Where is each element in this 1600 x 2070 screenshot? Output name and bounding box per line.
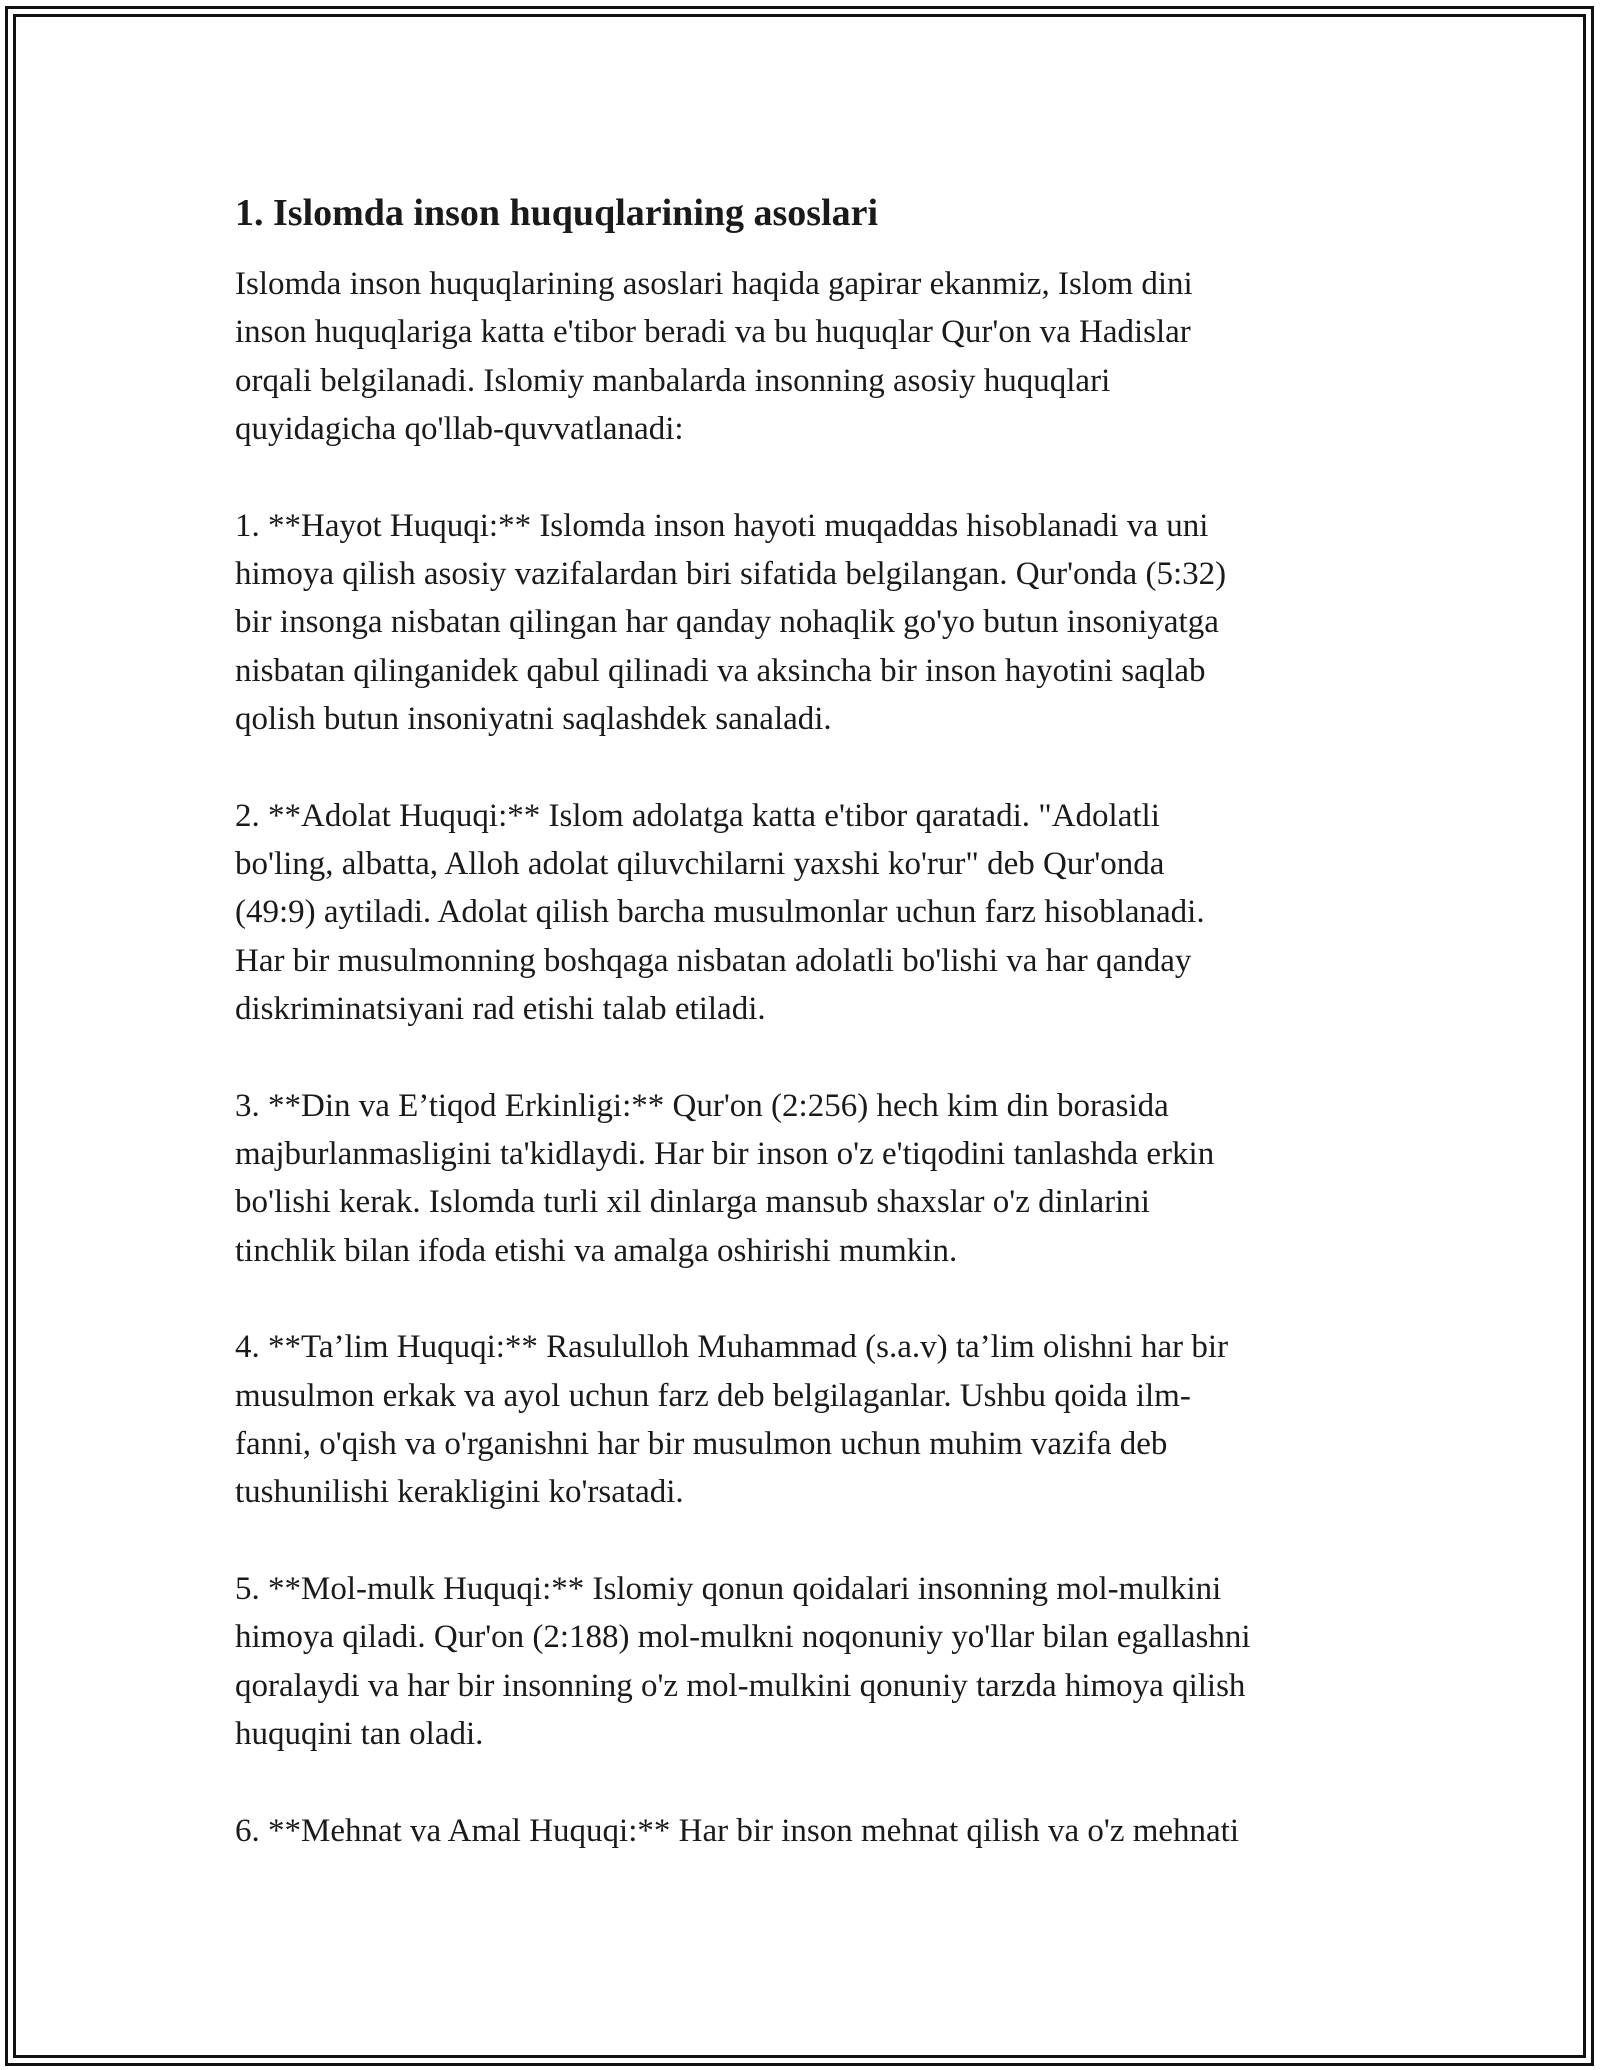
text-line: bo'ling, albatta, Alloh adolat qiluvchilarni yaxshi ko'rur" deb Qur'onda (235, 845, 1165, 882)
paragraph (235, 260, 1385, 453)
text-line: 5. **Mol-mulk Huquqi:** Islomiy qonun qoidalari insonning mol-mulkini (235, 1571, 1222, 1608)
text-line: bo'lishi kerak. Islomda turli xil dinlarga mansub shaxslar o'z dinlarini (235, 1184, 1150, 1221)
text-line: tushunilishi kerakligini ko'rsatadi. (235, 1474, 684, 1511)
text-line: himoya qilish asosiy vazifalardan biri sifatida belgilangan. Qur'onda (5:32) (235, 555, 1227, 592)
text-line: (49:9) aytiladi. Adolat qilish barcha musulmonlar uchun farz hisoblanadi. (235, 894, 1205, 931)
text-line: inson huquqlariga katta e'tibor beradi va bu huquqlar Qur'on va Hadislar (235, 314, 1191, 351)
text-line: 4. **Ta’lim Huquqi:** Rasululloh Muhammad (s.a.v) ta’lim olishni har bir (235, 1329, 1229, 1366)
text-line: qoralaydi va har bir insonning o'z mol-mulkini qonuniy tarzda himoya qilish (235, 1667, 1246, 1704)
text-line: qolish butun insoniyatni saqlashdek sanaladi. (235, 700, 832, 737)
paragraph (235, 1807, 1385, 1855)
text-line: Har bir musulmonning boshqaga nisbatan adolatli bo'lishi va har qanday (235, 942, 1192, 979)
paragraph (235, 792, 1385, 1033)
text-line: Islomda inson huquqlarining asoslari haqida gapirar ekanmiz, Islom dini (235, 266, 1193, 302)
text-line: bir insonga nisbatan qilingan har qanday nohaqlik go'yo butun insoniyatga (235, 604, 1219, 641)
text-line: fanni, o'qish va o'rganishni har bir musulmon uchun muhim vazifa deb (235, 1425, 1168, 1462)
section-title: 1. Islomda inson huquqlarining asoslari (235, 192, 879, 234)
paragraph (235, 1082, 1385, 1275)
text-line: tinchlik bilan ifoda etishi va amalga oshirishi mumkin. (235, 1232, 958, 1269)
text-line: quyidagicha qo'llab-quvvatlanadi: (235, 410, 684, 447)
text-line: orqali belgilanadi. Islomiy manbalarda insonning asosiy huquqlari (235, 362, 1111, 399)
paragraph (235, 1323, 1385, 1516)
text-line: 2. **Adolat Huquqi:** Islom adolatga katta e'tibor qaratadi. "Adolatli (235, 797, 1160, 834)
paragraph (235, 1565, 1385, 1758)
paragraph (235, 502, 1385, 743)
text-line: huquqini tan oladi. (235, 1715, 484, 1752)
text-line: 3. **Din va E’tiqod Erkinligi:** Qur'on (2:256) hech kim din borasida (235, 1087, 1169, 1124)
document-body (235, 260, 1385, 1855)
document-page (235, 186, 1385, 1904)
text-line: nisbatan qilinganidek qabul qilinadi va aksincha bir inson hayotini saqlab (235, 652, 1206, 689)
text-line: 6. **Mehnat va Amal Huquqi:** Har bir inson mehnat qilish va o'z mehnati (235, 1812, 1240, 1849)
text-line: 1. **Hayot Huquqi:** Islomda inson hayoti muqaddas hisoblanadi va uni (235, 507, 1209, 544)
text-line: diskriminatsiyani rad etishi talab etiladi. (235, 990, 766, 1027)
text-line: musulmon erkak va ayol uchun farz deb belgilaganlar. Ushbu qoida ilm- (235, 1377, 1191, 1414)
text-line: majburlanmasligini ta'kidlaydi. Har bir inson o'z e'tiqodini tanlashda erkin (235, 1135, 1215, 1172)
text-line: himoya qiladi. Qur'on (2:188) mol-mulkni noqonuniy yo'llar bilan egallashni (235, 1619, 1251, 1656)
